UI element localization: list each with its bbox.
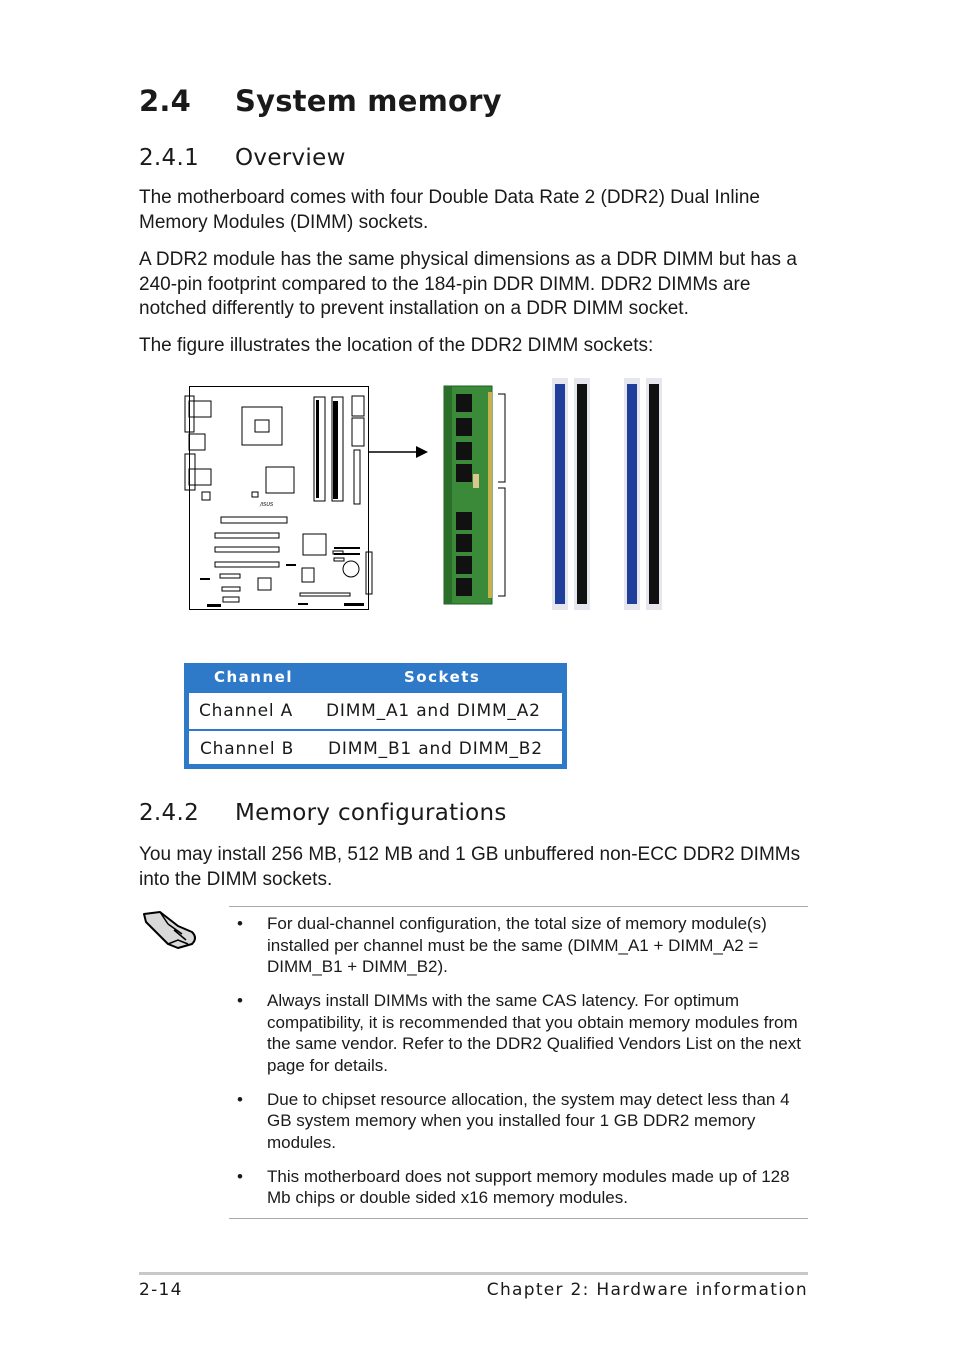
pointer-arrow bbox=[368, 446, 428, 458]
bullet: • bbox=[237, 1089, 243, 1109]
bullet: • bbox=[237, 914, 243, 933]
header-sockets: Sockets bbox=[404, 668, 481, 686]
table-row bbox=[189, 693, 562, 728]
note-text: Always install DIMMs with the same CAS latency. For optimum compatibility, it is recommended that you obtain memory modules from the same vendor. Refer to the DDR2 Qualified Vendors List on the next page for details. bbox=[267, 991, 801, 1075]
note-text: This motherboard does not support memory modules made up of 128 Mb chips or double sided x16 memory modules. bbox=[267, 1166, 790, 1207]
section-number: 2.4 bbox=[139, 84, 191, 118]
row-channel: Channel B bbox=[200, 739, 295, 759]
footer-rule bbox=[139, 1272, 808, 1275]
chapter-title: Chapter 2: Hardware information bbox=[486, 1280, 808, 1300]
section-title: System memory bbox=[235, 84, 502, 118]
pin-bracket bbox=[498, 394, 505, 596]
board-brand-logo: /ISUS bbox=[260, 502, 274, 508]
bullet: • bbox=[237, 991, 243, 1010]
overview-paragraph-2: A DDR2 module has the same physical dimensions as a DDR DIMM but has a 240-pin footprint compared to the 184-pin DDR DIMM. DDR2 DIMMs are notched differently to prevent installation on a DDR DIMM socket. bbox=[139, 249, 797, 319]
config-title: Memory configurations bbox=[235, 800, 507, 826]
dimm-sockets-illustration bbox=[552, 378, 662, 610]
list-item bbox=[229, 990, 809, 1076]
list-item bbox=[229, 1166, 809, 1209]
table-row bbox=[189, 731, 562, 766]
section-heading bbox=[139, 84, 502, 118]
motherboard-layout bbox=[185, 387, 372, 610]
ddr2-module-illustration bbox=[444, 386, 492, 604]
note-list bbox=[229, 913, 809, 1221]
page-number: 2-14 bbox=[139, 1280, 183, 1300]
channel-table-body bbox=[189, 693, 562, 764]
list-item bbox=[229, 913, 809, 978]
row-channel: Channel A bbox=[199, 701, 294, 721]
overview-number: 2.4.1 bbox=[139, 145, 200, 171]
overview-paragraph-3: The figure illustrates the location of the DDR2 DIMM sockets: bbox=[139, 335, 654, 356]
config-number: 2.4.2 bbox=[139, 800, 200, 826]
hand-note-icon bbox=[138, 904, 200, 952]
note-text: Due to chipset resource allocation, the system may detect less than 4 GB system memory when you installed four 1 GB DDR2 memory modules. bbox=[267, 1089, 790, 1152]
ddr2-dimm-figure bbox=[180, 374, 680, 618]
overview-heading bbox=[139, 145, 346, 171]
overview-title: Overview bbox=[235, 145, 346, 171]
channel-table-header bbox=[184, 663, 567, 692]
note-bottom-rule bbox=[229, 1218, 808, 1219]
config-heading bbox=[139, 800, 507, 826]
note-top-rule bbox=[229, 906, 808, 907]
header-channel: Channel bbox=[214, 668, 293, 686]
list-item bbox=[229, 1089, 809, 1154]
bullet: • bbox=[237, 1166, 243, 1186]
row-sockets: DIMM_B1 and DIMM_B2 bbox=[328, 739, 543, 759]
overview-paragraph-1: The motherboard comes with four Double Data Rate 2 (DDR2) Dual Inline Memory Modules (DIMM) sockets. bbox=[139, 187, 760, 233]
channel-table bbox=[184, 663, 567, 769]
config-paragraph: You may install 256 MB, 512 MB and 1 GB unbuffered non-ECC DDR2 DIMMs into the DIMM sockets. bbox=[139, 844, 801, 890]
note-text: For dual-channel configuration, the total size of memory module(s) installed per channel must be the same (DIMM_A1 + DIMM_A2 = DIMM_B1 + DIMM_B2). bbox=[267, 914, 767, 976]
row-sockets: DIMM_A1 and DIMM_A2 bbox=[326, 701, 541, 721]
